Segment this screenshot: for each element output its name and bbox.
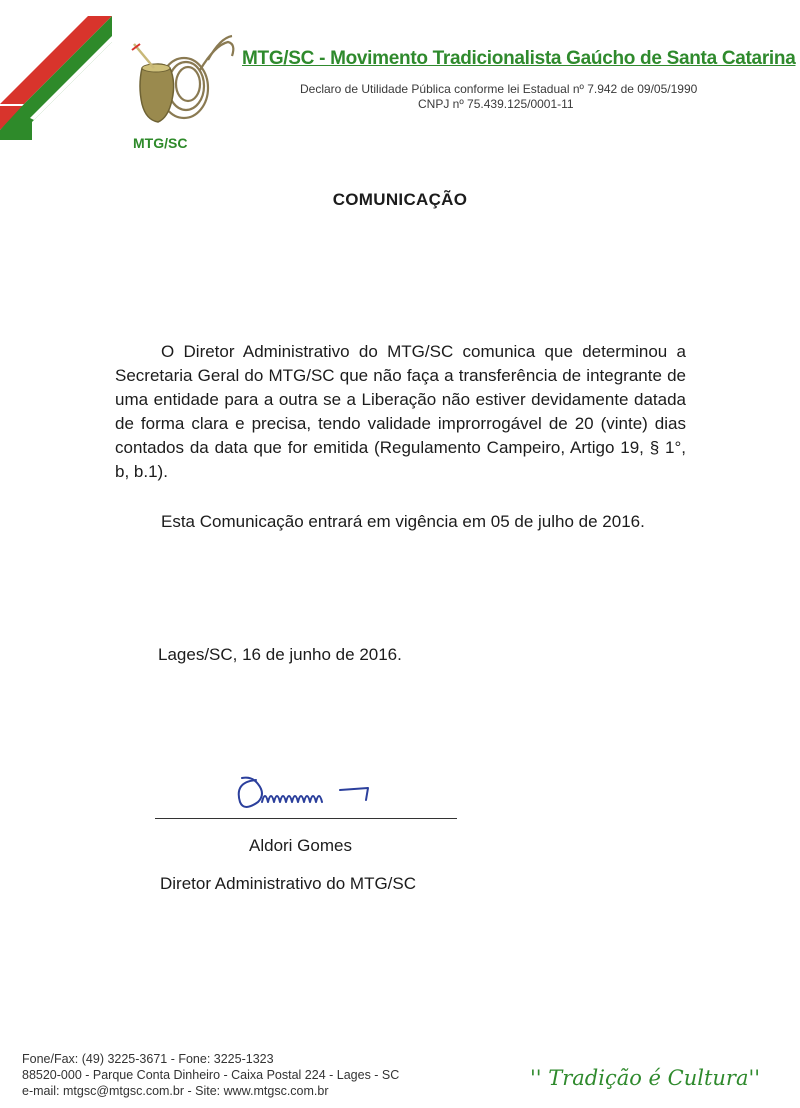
signature-line	[155, 818, 457, 819]
handwritten-signature	[228, 772, 388, 816]
document-title: COMUNICAÇÃO	[332, 190, 468, 209]
body-paragraph: Esta Comunicação entrará em vigência em 05 de julho de 2016.	[161, 512, 645, 531]
mtg-logo-cuia-lasso	[120, 30, 240, 140]
place-and-date: Lages/SC, 16 de junho de 2016.	[158, 645, 402, 664]
footer-address: 88520-000 - Parque Conta Dinheiro - Caixa Postal 224 - Lages - SC	[22, 1068, 400, 1082]
motto: '' Tradição é Cultura''	[530, 1066, 761, 1090]
signer-role: Diretor Administrativo do MTG/SC	[160, 874, 417, 893]
flag-corner-stripes	[0, 0, 120, 150]
body-paragraph: O Diretor Administrativo do MTG/SC comunica que determinou a Secretaria Geral do MTG/SC que não faça a transferência de integrante de uma entidade para a outra se a Liberação não estiver devidamente datada de forma clara e precisa, tendo validade improrrogável de 20 (vinte) dias contados da data que for emitida (Regulamento Campeiro, Artigo 19, § 1°, b, b.1).	[115, 342, 686, 481]
signer-name: Aldori Gomes	[249, 836, 352, 855]
public-utility-declaration: Declaro de Utilidade Pública conforme lei Estadual nº 7.942 de 09/05/1990	[300, 82, 698, 96]
organization-title: MTG/SC - Movimento Tradicionalista Gaúcho de Santa Catarina	[242, 48, 796, 69]
cnpj-number: CNPJ nº 75.439.125/0001-11	[418, 97, 574, 111]
footer-phone: Fone/Fax: (49) 3225-3671 - Fone: 3225-1323	[22, 1052, 274, 1066]
logo-caption: MTG/SC	[133, 135, 188, 151]
footer-contact: e-mail: mtgsc@mtgsc.com.br - Site: www.mtgsc.com.br	[22, 1084, 329, 1098]
